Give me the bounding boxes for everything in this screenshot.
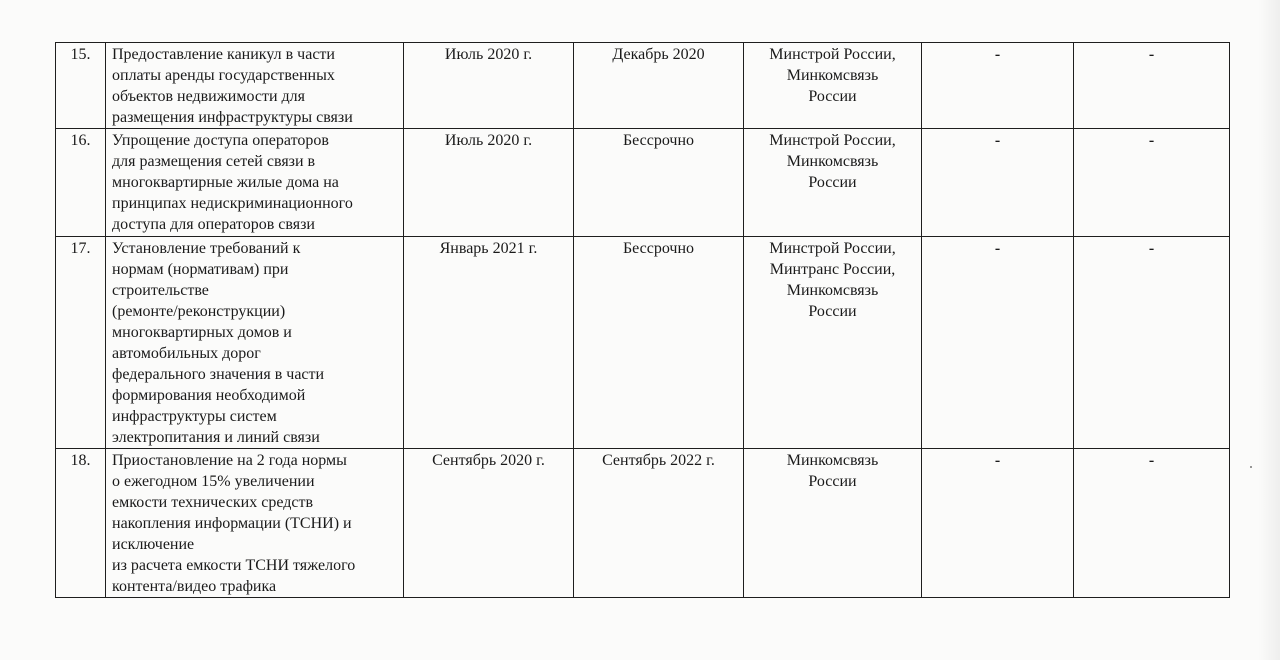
end-date: Бессрочно xyxy=(574,237,744,449)
responsible-agencies: Минстрой России, Минтранс России, Минкомсвязь России xyxy=(744,237,922,449)
page-edge-shadow xyxy=(1258,0,1280,660)
responsible-agencies: Минкомсвязь России xyxy=(744,449,922,598)
column-7-cell: - xyxy=(1074,449,1230,598)
scan-speck xyxy=(1250,466,1252,468)
start-date: Июль 2020 г. xyxy=(404,43,574,129)
column-7-cell: - xyxy=(1074,129,1230,237)
measure-description: Предоставление каникул в части оплаты аренды государственных объектов недвижимости для размещения инфраструктуры связи xyxy=(106,43,404,129)
start-date: Июль 2020 г. xyxy=(404,129,574,237)
responsible-agencies: Минстрой России, Минкомсвязь России xyxy=(744,43,922,129)
column-6-cell: - xyxy=(922,449,1074,598)
row-number: 17. xyxy=(56,237,106,449)
table-row xyxy=(56,237,1230,449)
end-date: Сентябрь 2022 г. xyxy=(574,449,744,598)
column-6-cell: - xyxy=(922,237,1074,449)
table-row xyxy=(56,129,1230,237)
table-row xyxy=(56,449,1230,598)
row-number: 18. xyxy=(56,449,106,598)
start-date: Январь 2021 г. xyxy=(404,237,574,449)
start-date: Сентябрь 2020 г. xyxy=(404,449,574,598)
column-7-cell: - xyxy=(1074,237,1230,449)
measures-table xyxy=(55,42,1230,598)
end-date: Декабрь 2020 xyxy=(574,43,744,129)
row-number: 15. xyxy=(56,43,106,129)
table-row xyxy=(56,43,1230,129)
measure-description: Приостановление на 2 года нормы о ежегодном 15% увеличении емкости технических средств накопления информации (ТСНИ) и исключение из расчета емкости ТСНИ тяжелого контента/видео трафика xyxy=(106,449,404,598)
column-6-cell: - xyxy=(922,43,1074,129)
measure-description: Установление требований к нормам (нормативам) при строительстве (ремонте/реконструкции) многоквартирных домов и автомобильных дорог федерального значения в части формирования необходимой инфраструктуры систем электропитания и линий связи xyxy=(106,237,404,449)
row-number: 16. xyxy=(56,129,106,237)
end-date: Бессрочно xyxy=(574,129,744,237)
column-7-cell: - xyxy=(1074,43,1230,129)
responsible-agencies: Минстрой России, Минкомсвязь России xyxy=(744,129,922,237)
column-6-cell: - xyxy=(922,129,1074,237)
measure-description: Упрощение доступа операторов для размещения сетей связи в многоквартирные жилые дома на принципах недискриминационного доступа для операторов связи xyxy=(106,129,404,237)
